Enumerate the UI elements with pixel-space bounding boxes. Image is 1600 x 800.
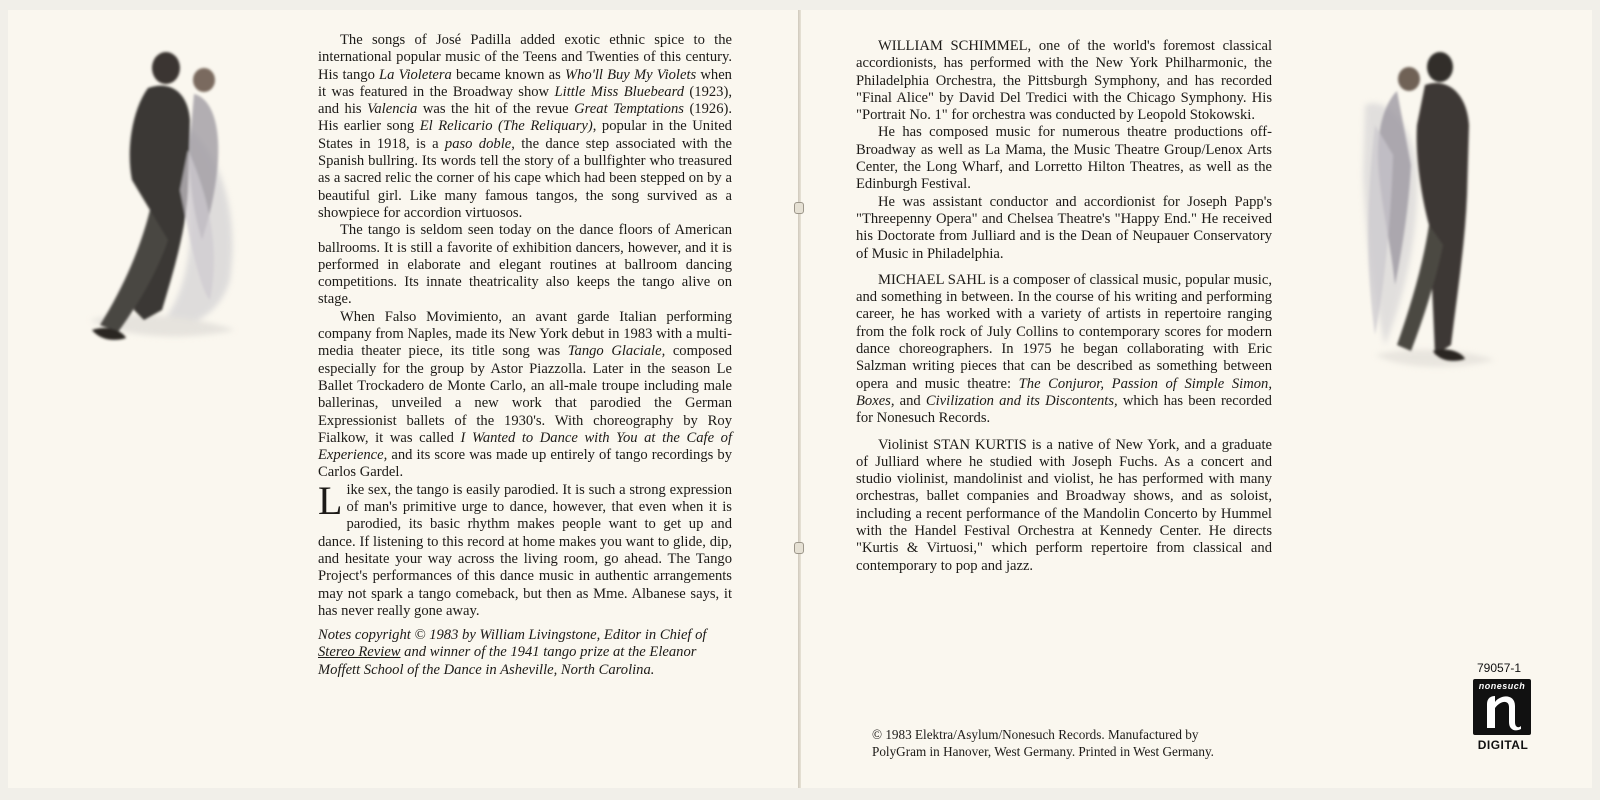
tango-couple-illustration-right	[1345, 45, 1515, 375]
notes-copyright	[318, 627, 732, 679]
digital-label: DIGITAL	[1477, 738, 1529, 752]
schimmel-paragraph-1: WILLIAM SCHIMMEL, one of the world's foremost classical accordionists, has performed with the New York Philharmonic, the Philadelphia Orchestra, the Pittsburgh Symphony, and has recorded "Final Alice" by David Del Tredici with the Chicago Symphony. His "Portrait No. 1" for orchestra was conducted by Leopold Stokowski.	[856, 38, 1272, 124]
notes-copyright-start: Notes copyright © 1983 by William Livingstone, Editor in Chief of	[318, 627, 707, 644]
right-text-column	[856, 38, 1272, 575]
schimmel-paragraph-2: He has composed music for numerous theatre productions off-Broadway as well as La Mama, the Music Theatre Group/Lenox Arts Center, the Long Wharf, and Lorretto Hilton Theatres, as well as the Edinburgh Festival.	[856, 124, 1272, 193]
catalog-number: 79057-1	[1477, 661, 1522, 675]
tango-couple-illustration-left	[70, 40, 250, 360]
parody-text: ike sex, the tango is easily parodied. It is such a strong expression of man's primitive urge to dance, however, that even when it is parodied, its basic rhythm makes people want to get up and dance. If listening to this record at home makes you want to glide, dip, and hesitate your way across the living room, go ahead. The Tango Project's performances of this dance music in authentic arrangements may not spark a tango comeback, but then as Mme. Albanese says, it has never really gone away.	[318, 481, 732, 619]
nonesuch-n-logo-icon	[1481, 692, 1523, 732]
staple-bottom	[794, 542, 804, 554]
parody-paragraph	[318, 477, 732, 620]
kurtis-paragraph: Violinist STAN KURTIS is a native of New York, and a graduate of Julliard where he studied with Joseph Fuchs. As a concert and studio violinist, mandolinist and violist, he has performed with many orchestras, ballet companies and Broadway shows, and as soloist, including a recent performance of the Mandolin Concerto by Hummel with the Handel Festival Orchestra at Kennedy Center. He directs "Kurtis & Virtuosi," which perform repertoire from classical and contemporary to pop and jazz.	[856, 436, 1272, 574]
sahl-paragraph: MICHAEL SAHL is a composer of classical music, popular music, and something in between. In the course of his writing and performing career, he has worked with a variety of artists in repertoire ranging from the folk rock of July Collins to contemporary scores for modern dance choreographers. In 1975 he began collaborating with Eric Salzman writing pieces that can be described as something between opera and music theatre: The Conjuror, Passion of Simple Simon, Boxes, and Civilization and its Discontents, which has been recorded for Nonesuch Records.	[856, 271, 1272, 427]
tango-ballrooms-paragraph: The tango is seldom seen today on the dance floors of American ballrooms. It is still a favorite of exhibition dancers, however, and it is performed in elaborate and elegant routines at ballroom dancing competitions. Its innate theatricality also keeps the tango alive on stage.	[318, 222, 732, 308]
padilla-paragraph: The songs of José Padilla added exotic ethnic spice to the international popular music of the Teens and Twenties of this century. His tango La Violetera became known as Who'll Buy My Violets when it was featured in the Broadway show Little Miss Bluebeard (1923), and his Valencia was the hit of the revue Great Temptations (1926). His earlier song El Relicario (The Reliquary), popular in the United States in 1918, is a paso doble, the dance step associated with the Spanish bullring. Its words tell the story of a bullfighter who treasured as a sacred relic the corner of his cape which had been stepped on by a beautiful girl. Like many famous tangos, the song survived as a showpiece for accordion virtuosos.	[318, 32, 732, 221]
record-copyright	[872, 726, 1272, 760]
falso-movimiento-paragraph: When Falso Movimiento, an avant garde Italian performing company from Naples, made its New York debut in 1983 with a multi-media theater piece, its title song was Tango Glaciale, composed especially for the group by Astor Piazzolla. Later in the season Le Ballet Trockadero de Monte Carlo, an all-male troupe including male ballerinas, unveiled a new work that parodied the German Expressionist ballets of the 1930's. With choreography by Roy Fialkow, it was called I Wanted to Dance with You at the Cafe of Experience, and its score was made up entirely of tango recordings by Carlos Gardel.	[318, 308, 732, 481]
stereo-review-title: Stereo Review	[318, 644, 401, 661]
logo-brand-text: nonesuch	[1478, 681, 1526, 691]
copyright-line-1: © 1983 Elektra/Asylum/Nonesuch Records. Manufactured by	[872, 727, 1199, 742]
nonesuch-logo	[1473, 679, 1531, 735]
copyright-line-2: PolyGram in Hanover, West Germany. Printed in West Germany.	[872, 744, 1214, 759]
staple-top	[794, 202, 804, 214]
notes-copyright-end: and winner of the 1941 tango prize at the Eleanor Moffett School of the Dance in Asheville, North Carolina.	[318, 644, 697, 678]
page-gutter	[798, 10, 801, 788]
schimmel-paragraph-3: He was assistant conductor and accordionist for Joseph Papp's "Threepenny Opera" and Chelsea Theatre's "Happy End." He received his Doctorate from Julliard and is the Dean of Neupauer Conservatory of Music in Philadelphia.	[856, 193, 1272, 262]
left-text-column	[318, 32, 732, 679]
drop-cap: L	[318, 477, 343, 523]
